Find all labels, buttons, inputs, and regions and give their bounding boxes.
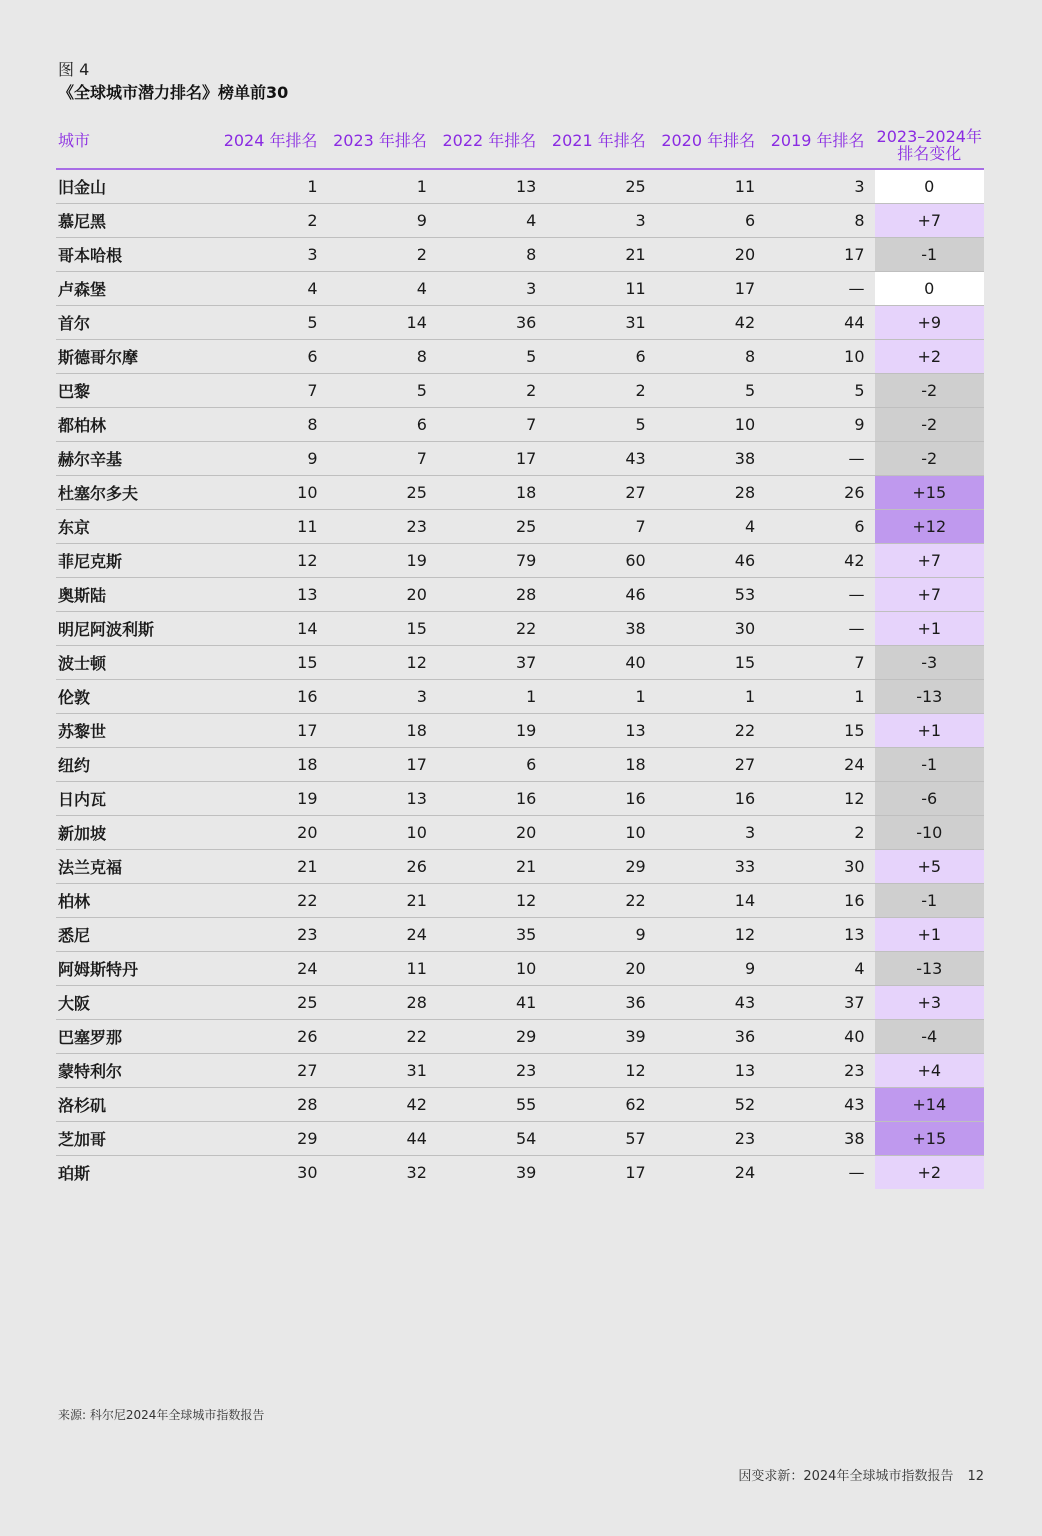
- rank-2022: 4: [437, 203, 546, 237]
- city-name: 斯德哥尔摩: [56, 339, 218, 373]
- table-row: [56, 543, 984, 577]
- rank-2019: 9: [765, 407, 874, 441]
- table-row: [56, 985, 984, 1019]
- rank-2019: 24: [765, 747, 874, 781]
- city-name: 东京: [56, 509, 218, 543]
- rank-2021: 25: [546, 169, 655, 203]
- rank-2021: 46: [546, 577, 655, 611]
- city-name: 哥本哈根: [56, 237, 218, 271]
- city-name: 伦敦: [56, 679, 218, 713]
- city-name: 慕尼黑: [56, 203, 218, 237]
- city-name: 明尼阿波利斯: [56, 611, 218, 645]
- rank-2024: 17: [218, 713, 327, 747]
- rank-2020: 22: [656, 713, 765, 747]
- city-name: 日内瓦: [56, 781, 218, 815]
- table-row: [56, 339, 984, 373]
- city-name: 奥斯陆: [56, 577, 218, 611]
- rank-2023: 3: [328, 679, 437, 713]
- table-row: [56, 679, 984, 713]
- rank-2022: 16: [437, 781, 546, 815]
- table-row: [56, 781, 984, 815]
- header-2024: 2024 年排名: [218, 124, 327, 169]
- rank-2024: 19: [218, 781, 327, 815]
- rank-2021: 16: [546, 781, 655, 815]
- rank-change: +14: [875, 1087, 984, 1121]
- page-number: 12: [967, 1469, 984, 1484]
- city-name: 悉尼: [56, 917, 218, 951]
- table-row: [56, 1087, 984, 1121]
- city-name: 新加坡: [56, 815, 218, 849]
- rank-change: +2: [875, 339, 984, 373]
- rank-2022: 20: [437, 815, 546, 849]
- rank-2024: 29: [218, 1121, 327, 1155]
- rank-2022: 3: [437, 271, 546, 305]
- rank-2024: 12: [218, 543, 327, 577]
- footer-report-title: 因变求新：2024年全球城市指数报告: [738, 1469, 954, 1484]
- rank-2022: 21: [437, 849, 546, 883]
- rank-2019: 6: [765, 509, 874, 543]
- rank-2022: 28: [437, 577, 546, 611]
- city-name: 蒙特利尔: [56, 1053, 218, 1087]
- table-row: [56, 305, 984, 339]
- rank-change: -2: [875, 373, 984, 407]
- rank-2021: 9: [546, 917, 655, 951]
- rank-2022: 19: [437, 713, 546, 747]
- rank-2023: 4: [328, 271, 437, 305]
- table-row: [56, 237, 984, 271]
- rank-change: 0: [875, 169, 984, 203]
- rank-2024: 28: [218, 1087, 327, 1121]
- rank-change: -13: [875, 679, 984, 713]
- rank-2022: 41: [437, 985, 546, 1019]
- rank-2023: 15: [328, 611, 437, 645]
- table-row: [56, 747, 984, 781]
- rank-2020: 33: [656, 849, 765, 883]
- rank-2020: 8: [656, 339, 765, 373]
- rank-2022: 7: [437, 407, 546, 441]
- rank-change: -2: [875, 441, 984, 475]
- table-row: [56, 1155, 984, 1189]
- figure-label: 图 4: [58, 60, 90, 79]
- rank-2021: 3: [546, 203, 655, 237]
- rank-change: +7: [875, 203, 984, 237]
- rank-2020: 16: [656, 781, 765, 815]
- rank-2020: 6: [656, 203, 765, 237]
- rank-2020: 23: [656, 1121, 765, 1155]
- rank-2021: 57: [546, 1121, 655, 1155]
- rank-2021: 2: [546, 373, 655, 407]
- rank-2023: 10: [328, 815, 437, 849]
- rank-2020: 20: [656, 237, 765, 271]
- rank-2022: 5: [437, 339, 546, 373]
- rank-2020: 4: [656, 509, 765, 543]
- table-row: [56, 407, 984, 441]
- city-name: 大阪: [56, 985, 218, 1019]
- header-change-line2: 排名变化: [897, 144, 962, 163]
- rank-2023: 23: [328, 509, 437, 543]
- table-row: [56, 577, 984, 611]
- source-note: 来源: 科尔尼2024年全球城市指数报告: [58, 1408, 265, 1422]
- rank-2019: 23: [765, 1053, 874, 1087]
- rank-2021: 17: [625, 1162, 646, 1182]
- rank-2023: 17: [328, 747, 437, 781]
- rank-2019: 16: [765, 883, 874, 917]
- rank-2023: 6: [328, 407, 437, 441]
- rank-2024: 15: [218, 645, 327, 679]
- rank-2019: 44: [765, 305, 874, 339]
- rank-change: -3: [875, 645, 984, 679]
- rank-2022: 79: [437, 543, 546, 577]
- rank-2024: 4: [218, 271, 327, 305]
- rank-2019: 8: [765, 203, 874, 237]
- rank-2024: 23: [218, 917, 327, 951]
- rank-2021: 38: [546, 611, 655, 645]
- rank-2024: 24: [218, 951, 327, 985]
- rank-2023: 14: [328, 305, 437, 339]
- rank-2024: 10: [218, 475, 327, 509]
- rank-2022: 55: [437, 1087, 546, 1121]
- rank-2023: 22: [328, 1019, 437, 1053]
- header-2019: 2019 年排名: [765, 124, 874, 169]
- table-row: [56, 713, 984, 747]
- rank-2020: 52: [656, 1087, 765, 1121]
- city-name: 法兰克福: [56, 849, 218, 883]
- rank-2023: 5: [328, 373, 437, 407]
- rank-2019: 40: [765, 1019, 874, 1053]
- rank-2021: 7: [546, 509, 655, 543]
- rank-2019: —: [765, 577, 874, 611]
- table-row: [56, 1019, 984, 1053]
- rank-2023: 19: [328, 543, 437, 577]
- rank-2023: 20: [328, 577, 437, 611]
- rank-2023: 18: [328, 713, 437, 747]
- rank-2020: 1: [656, 679, 765, 713]
- rank-2019: 5: [765, 373, 874, 407]
- rank-2024: 21: [218, 849, 327, 883]
- rank-2021: 43: [546, 441, 655, 475]
- rank-2019: 3: [765, 169, 874, 203]
- header-city: 城市: [56, 124, 218, 169]
- rank-2024: 22: [218, 883, 327, 917]
- rank-2020: 27: [656, 747, 765, 781]
- rank-2023: 42: [328, 1087, 437, 1121]
- rank-2023: 12: [328, 645, 437, 679]
- table-row: [56, 815, 984, 849]
- rank-2019: 37: [765, 985, 874, 1019]
- table-row: [56, 373, 984, 407]
- rank-2021: 11: [546, 271, 655, 305]
- rank-2019: 17: [765, 237, 874, 271]
- table-row: [56, 441, 984, 475]
- table-row: [56, 883, 984, 917]
- rank-change: +1: [875, 713, 984, 747]
- rank-change: +7: [875, 543, 984, 577]
- rank-2020: 36: [656, 1019, 765, 1053]
- rank-2024: 11: [218, 509, 327, 543]
- rank-2023: 26: [328, 849, 437, 883]
- rank-2019: 42: [765, 543, 874, 577]
- header-2020: 2020 年排名: [656, 124, 765, 169]
- table-row: [56, 1053, 984, 1087]
- rank-2021: 20: [546, 951, 655, 985]
- header-change: [875, 124, 984, 169]
- rank-2022: 10: [437, 951, 546, 985]
- rank-2021: 6: [546, 339, 655, 373]
- rank-2021: 1: [546, 679, 655, 713]
- city-name: 波士顿: [56, 645, 218, 679]
- rank-2022: 2: [437, 373, 546, 407]
- rank-2024: 13: [218, 577, 327, 611]
- rank-2024: 30: [297, 1162, 318, 1182]
- rank-change: 0: [875, 271, 984, 305]
- rank-2022: 36: [437, 305, 546, 339]
- rank-2020: 42: [656, 305, 765, 339]
- figure-title: 《全球城市潜力排名》榜单前30: [58, 83, 289, 102]
- rank-change: +15: [875, 1121, 984, 1155]
- rank-2023: 7: [328, 441, 437, 475]
- rank-2022: 12: [437, 883, 546, 917]
- rank-2021: 39: [546, 1019, 655, 1053]
- rank-change: +7: [875, 577, 984, 611]
- rank-2023: 2: [328, 237, 437, 271]
- rank-2019: 15: [765, 713, 874, 747]
- rank-2023: 24: [328, 917, 437, 951]
- rank-2024: 1: [218, 169, 327, 203]
- rank-2021: 12: [546, 1053, 655, 1087]
- rank-2024: 3: [218, 237, 327, 271]
- rank-2022: 25: [437, 509, 546, 543]
- table-row: [56, 1121, 984, 1155]
- table-row: [56, 509, 984, 543]
- rank-2020: 15: [656, 645, 765, 679]
- rank-change: +5: [875, 849, 984, 883]
- rank-2019: —: [765, 271, 874, 305]
- rank-2019: —: [765, 441, 874, 475]
- city-name: 赫尔辛基: [56, 441, 218, 475]
- rank-2019: 2: [765, 815, 874, 849]
- rank-change: -1: [875, 747, 984, 781]
- city-name: 阿姆斯特丹: [56, 951, 218, 985]
- rank-2022: 13: [437, 169, 546, 203]
- rank-2022: 39: [515, 1162, 537, 1182]
- table-row: [56, 169, 984, 203]
- rank-2020: 5: [656, 373, 765, 407]
- rank-2021: 29: [546, 849, 655, 883]
- rank-2021: 18: [546, 747, 655, 781]
- header-2023: 2023 年排名: [328, 124, 437, 169]
- rank-2019: 12: [765, 781, 874, 815]
- rank-2020: 38: [656, 441, 765, 475]
- table-row: [56, 475, 984, 509]
- header-change-line1: 2023–2024年: [876, 127, 982, 146]
- rank-2019: 1: [765, 679, 874, 713]
- rank-change: -1: [875, 237, 984, 271]
- rank-2019: 7: [765, 645, 874, 679]
- rank-2021: 13: [546, 713, 655, 747]
- city-name: 杜塞尔多夫: [56, 475, 218, 509]
- rank-2023: 21: [328, 883, 437, 917]
- rank-change: -1: [875, 883, 984, 917]
- city-name: 珀斯: [58, 1163, 91, 1183]
- rank-change: +9: [875, 305, 984, 339]
- city-name: 菲尼克斯: [56, 543, 218, 577]
- rank-2021: 27: [546, 475, 655, 509]
- rank-2020: 10: [656, 407, 765, 441]
- city-name: 都柏林: [56, 407, 218, 441]
- rank-2020: 24: [734, 1162, 756, 1182]
- rank-2019: —: [765, 611, 874, 645]
- rank-2020: 43: [656, 985, 765, 1019]
- ranking-table: [56, 124, 984, 1189]
- rank-2020: 14: [656, 883, 765, 917]
- rank-2022: 29: [437, 1019, 546, 1053]
- rank-2022: 1: [437, 679, 546, 713]
- table-row: [56, 611, 984, 645]
- city-name: 苏黎世: [56, 713, 218, 747]
- city-name: 柏林: [56, 883, 218, 917]
- rank-2024: 18: [218, 747, 327, 781]
- rank-2023: 28: [328, 985, 437, 1019]
- rank-2024: 5: [218, 305, 327, 339]
- table-row: [56, 203, 984, 237]
- rank-2023: 25: [328, 475, 437, 509]
- rank-2023: 8: [328, 339, 437, 373]
- table-row: [56, 917, 984, 951]
- rank-2022: 8: [437, 237, 546, 271]
- rank-2019: 38: [765, 1121, 874, 1155]
- rank-change: +4: [875, 1053, 984, 1087]
- city-name: 芝加哥: [56, 1121, 218, 1155]
- rank-change: +12: [875, 509, 984, 543]
- city-name: 旧金山: [56, 169, 218, 203]
- rank-change: +15: [875, 475, 984, 509]
- rank-2022: 22: [437, 611, 546, 645]
- rank-2024: 26: [218, 1019, 327, 1053]
- rank-change: +1: [875, 611, 984, 645]
- rank-2022: 17: [437, 441, 546, 475]
- table-row: [56, 951, 984, 985]
- rank-change: -6: [875, 781, 984, 815]
- rank-2021: 36: [546, 985, 655, 1019]
- table-row: [56, 645, 984, 679]
- table-body: [56, 169, 984, 1189]
- city-name: 巴塞罗那: [56, 1019, 218, 1053]
- rank-2020: 13: [656, 1053, 765, 1087]
- rank-2022: 18: [437, 475, 546, 509]
- rank-2020: 9: [656, 951, 765, 985]
- table-row: [56, 271, 984, 305]
- city-name: 洛杉矶: [56, 1087, 218, 1121]
- rank-2019: 43: [765, 1087, 874, 1121]
- rank-change: +3: [875, 985, 984, 1019]
- rank-change: -2: [875, 407, 984, 441]
- rank-2019: 13: [765, 917, 874, 951]
- rank-2019: 26: [765, 475, 874, 509]
- rank-2020: 30: [656, 611, 765, 645]
- rank-2022: 35: [437, 917, 546, 951]
- rank-2022: 37: [437, 645, 546, 679]
- rank-2022: 6: [437, 747, 546, 781]
- rank-2020: 28: [656, 475, 765, 509]
- rank-2020: 17: [656, 271, 765, 305]
- rank-2023: 32: [406, 1162, 427, 1182]
- rank-2020: 53: [656, 577, 765, 611]
- rank-2021: 21: [546, 237, 655, 271]
- rank-2024: 8: [218, 407, 327, 441]
- rank-2019: 10: [765, 339, 874, 373]
- table-header-row: [56, 124, 984, 169]
- rank-2021: 10: [546, 815, 655, 849]
- rank-2023: 13: [328, 781, 437, 815]
- rank-2024: 9: [218, 441, 327, 475]
- rank-2021: 62: [546, 1087, 655, 1121]
- rank-2021: 31: [546, 305, 655, 339]
- city-name: 纽约: [56, 747, 218, 781]
- table-row: [56, 849, 984, 883]
- rank-2020: 11: [656, 169, 765, 203]
- rank-2020: 12: [656, 917, 765, 951]
- rank-2021: 22: [546, 883, 655, 917]
- city-name: 卢森堡: [56, 271, 218, 305]
- rank-2021: 5: [546, 407, 655, 441]
- rank-2024: 25: [218, 985, 327, 1019]
- rank-2019: 30: [765, 849, 874, 883]
- rank-2023: 1: [328, 169, 437, 203]
- rank-2024: 7: [218, 373, 327, 407]
- rank-change: +2: [875, 1155, 984, 1189]
- rank-2024: 27: [218, 1053, 327, 1087]
- rank-change: -4: [875, 1019, 984, 1053]
- rank-change: -10: [875, 815, 984, 849]
- rank-2020: 46: [656, 543, 765, 577]
- rank-2021: 60: [546, 543, 655, 577]
- rank-2019: 4: [765, 951, 874, 985]
- rank-2024: 20: [218, 815, 327, 849]
- rank-2020: 3: [656, 815, 765, 849]
- rank-2022: 54: [437, 1121, 546, 1155]
- rank-2023: 11: [328, 951, 437, 985]
- rank-2022: 23: [437, 1053, 546, 1087]
- rank-2021: 40: [546, 645, 655, 679]
- rank-2024: 16: [218, 679, 327, 713]
- rank-2024: 6: [218, 339, 327, 373]
- header-2021: 2021 年排名: [546, 124, 655, 169]
- rank-2023: 31: [328, 1053, 437, 1087]
- rank-2024: 2: [218, 203, 327, 237]
- header-2022: 2022 年排名: [437, 124, 546, 169]
- rank-2023: 9: [328, 203, 437, 237]
- city-name: 巴黎: [56, 373, 218, 407]
- rank-2023: 44: [328, 1121, 437, 1155]
- rank-2019: —: [848, 1162, 865, 1182]
- page-footer: [738, 1465, 984, 1484]
- rank-change: -13: [875, 951, 984, 985]
- city-name: 首尔: [56, 305, 218, 339]
- rank-2024: 14: [218, 611, 327, 645]
- rank-change: +1: [875, 917, 984, 951]
